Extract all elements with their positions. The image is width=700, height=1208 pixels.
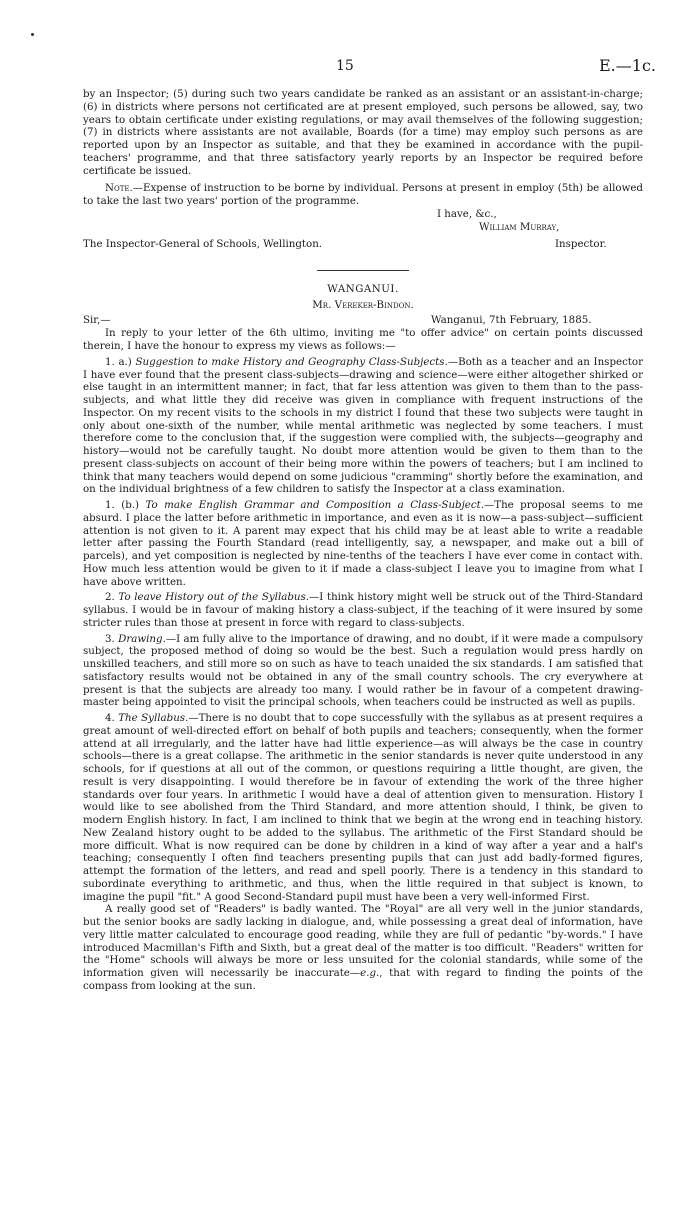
signoff-closing: I have, &c., bbox=[437, 207, 497, 220]
paragraph-4 bbox=[83, 712, 643, 903]
paragraph-number: 1. a.) bbox=[105, 355, 132, 368]
signoff-title: Inspector. bbox=[555, 237, 607, 250]
paragraph-heading: To make English Grammar and Composition a Class-Subject. bbox=[145, 499, 484, 511]
date-line: Wanganui, 7th February, 1885. bbox=[431, 314, 592, 327]
page-number: 15 bbox=[336, 58, 354, 74]
signoff-signatory: William Murray, bbox=[479, 220, 560, 233]
paragraph-text: —Both as a teacher and an Inspector I have ever found that the present class-subjects—drawing and science—were either altogether shirked or else taught in an intermittent manner; in fact, that far less attention was given to them than to the pass-subjects, and what little they did receive was given in compliance with frequent instructions of the Inspector. On my recent visits to the schools in my district I found that these two subjects were taught in only about one-sixth of the number, while mental arithmetic was neglected by some teachers. I must therefore come to the conclusion that, if the suggestion were complied with, the subjects—geography and history—would not be carefully taught. No doubt more attention would be given to them than to the present class-subjects on account of their being more within the powers of teachers; but I am inclined to think that many teachers would depend on some judicious "cramming" shortly before the examination, and on the individual brightness of a few children to satisfy the Inspector at a class examination. bbox=[83, 355, 643, 496]
salutation: Sir,— bbox=[83, 314, 111, 327]
paragraph-text: —There is no doubt that to cope successfully with the syllabus as at present requires a great amount of well-directed effort on behalf of both pupils and teachers; consequently, when the former attend at all irregularly, and the latter have had little experience—as will always be the case in country schools—there is a great collapse. The arithmetic in the senior standards is never quite understood in any schools, for if questions at all out of the common, or questions requiring a little thought, are given, the result is very disappointing. I would therefore be in favour of extending the work of the three higher standards over four years. In arithmetic I would have a deal of attention given to mensuration. History I would like to see abolished from the Third Standard, and more attention should, I think, be given to modern English history. In fact, I am inclined to think that we begin at the wrong end in teaching history. New Zealand history ought to be added to the syllabus. The arithmetic of the First Standard should be more difficult. What is now required can be done by children in a kind of way after a year and a half's teaching; consequently I often find teachers presenting pupils that can just add badly-formed figures, attempt the formation of the letters, and read and spell poorly. There is a tendency in this standard to subordinate everything to arithmetic, and thus, when the little required in that subject is known, to imagine the pupil "fit." A good Second-Standard pupil must have been a very well-informed First. bbox=[83, 712, 643, 903]
paragraph-heading: To leave History out of the Syllabus. bbox=[118, 591, 310, 604]
paragraph-number: 4. bbox=[105, 712, 115, 724]
signoff-addressee: The Inspector-General of Schools, Wellington. bbox=[83, 237, 323, 250]
body-text bbox=[83, 88, 643, 993]
paragraph-text: —I think history might well be struck out of the Third-Standard syllabus. I would be in favour of making history a class-subject, if the teaching of it were insured by some stricter rules than those at present in force with regard to class-subjects. bbox=[83, 591, 643, 629]
intro-paragraph: In reply to your letter of the 6th ultimo, inviting me "to offer advice" on certain points discussed therein, I have the honour to express my views as follows:— bbox=[83, 327, 643, 352]
paragraph-2 bbox=[83, 591, 643, 629]
paragraph-heading: Suggestion to make History and Geography Class-Subjects. bbox=[135, 355, 448, 368]
signoff-block bbox=[83, 208, 643, 260]
paragraph-text: —I am fully alive to the importance of drawing, and no doubt, if it were made a compulsory subject, the proposed method of doing so would be the best. Such a regulation would press hardly on unskilled teachers, and still more so on such as have to teach unaided the six standards. I am satisfied that satisfactory results would not be obtained in any of the small country schools. The cry everywhere at present is that the subjects are already too many. I would rather be in favour of a competent drawing-master being appointed to visit the principal schools, when teachers could be instructed as well as pupils. bbox=[83, 632, 643, 709]
paragraph-1b bbox=[83, 499, 643, 588]
readers-paragraph bbox=[83, 903, 643, 992]
paragraph-3 bbox=[83, 633, 643, 710]
document-code: E.—1c. bbox=[599, 56, 656, 75]
readers-text-end: , that with regard to finding the points of the compass from looking at the sun. bbox=[83, 967, 643, 992]
section-divider bbox=[317, 270, 409, 271]
note-paragraph bbox=[83, 182, 643, 208]
page-speck bbox=[31, 33, 34, 36]
paragraph-number: 2. bbox=[105, 591, 115, 604]
paragraph-heading: The Syllabus. bbox=[118, 712, 189, 724]
paragraph-number: 1. (b.) bbox=[105, 499, 140, 511]
paragraph-text: —The proposal seems to me absurd. I place the latter before arithmetic in importance, and even as it is now—a pass-subject—sufficient attention is not given to it. A parent may expect that his child may be at least able to write a readable letter after passing the Fourth Standard (read intelligently, say, a newspaper, and make out a bill of parcels), and yet composition is neglected by nine-tenths of the teachers I have ever come in contact with. How much less attention would be given to it if made a class-subject I leave you to imagine from what I have above written. bbox=[83, 499, 643, 588]
continuation-paragraph: by an Inspector; (5) during such two years candidate be ranked as an assistant or an assistant-in-charge; (6) in districts where persons not certificated are at present employed, such persons be allowed, say, two years to obtain certificate under existing regulations, or may avail themselves of the following suggestion; (7) in districts where assistants are not available, Boards (for a time) may employ such persons as are reported upon by an Inspector as suitable, and that they be examined in accordance with the pupil-teachers' programme, and that three satisfactory yearly reports by an Inspector be required before certificate be issued. bbox=[83, 88, 643, 177]
section-person: Mr. Vereker-Bindon. bbox=[312, 298, 414, 311]
note-text: —Expense of instruction to be borne by individual. Persons at present in employ (5th) be allowed to take the last two years' portion of the programme. bbox=[83, 182, 643, 207]
readers-text: A really good set of "Readers" is badly wanted. The "Royal" are all very well in the junior standards, but the senior books are sadly lacking in dialogue, and, while possessing a great deal of information, have very little matter calculated to encourage good reading, while they are full of pedantic "by-words." I have introduced Macmillan's Fifth and Sixth, but a great deal of the matter is too difficult. "Readers" written for the "Home" schools will always be more or less unsuited for the colonial standards, while some of the information given will necessarily be inaccurate— bbox=[83, 903, 643, 979]
paragraph-1a bbox=[83, 356, 643, 496]
paragraph-number: 3. bbox=[105, 632, 115, 645]
note-label: Note. bbox=[105, 182, 133, 195]
section-place: WANGANUI. bbox=[327, 282, 399, 295]
salutation-line bbox=[83, 314, 643, 327]
readers-eg: e.g. bbox=[360, 967, 380, 979]
paragraph-heading: Drawing. bbox=[118, 632, 166, 645]
